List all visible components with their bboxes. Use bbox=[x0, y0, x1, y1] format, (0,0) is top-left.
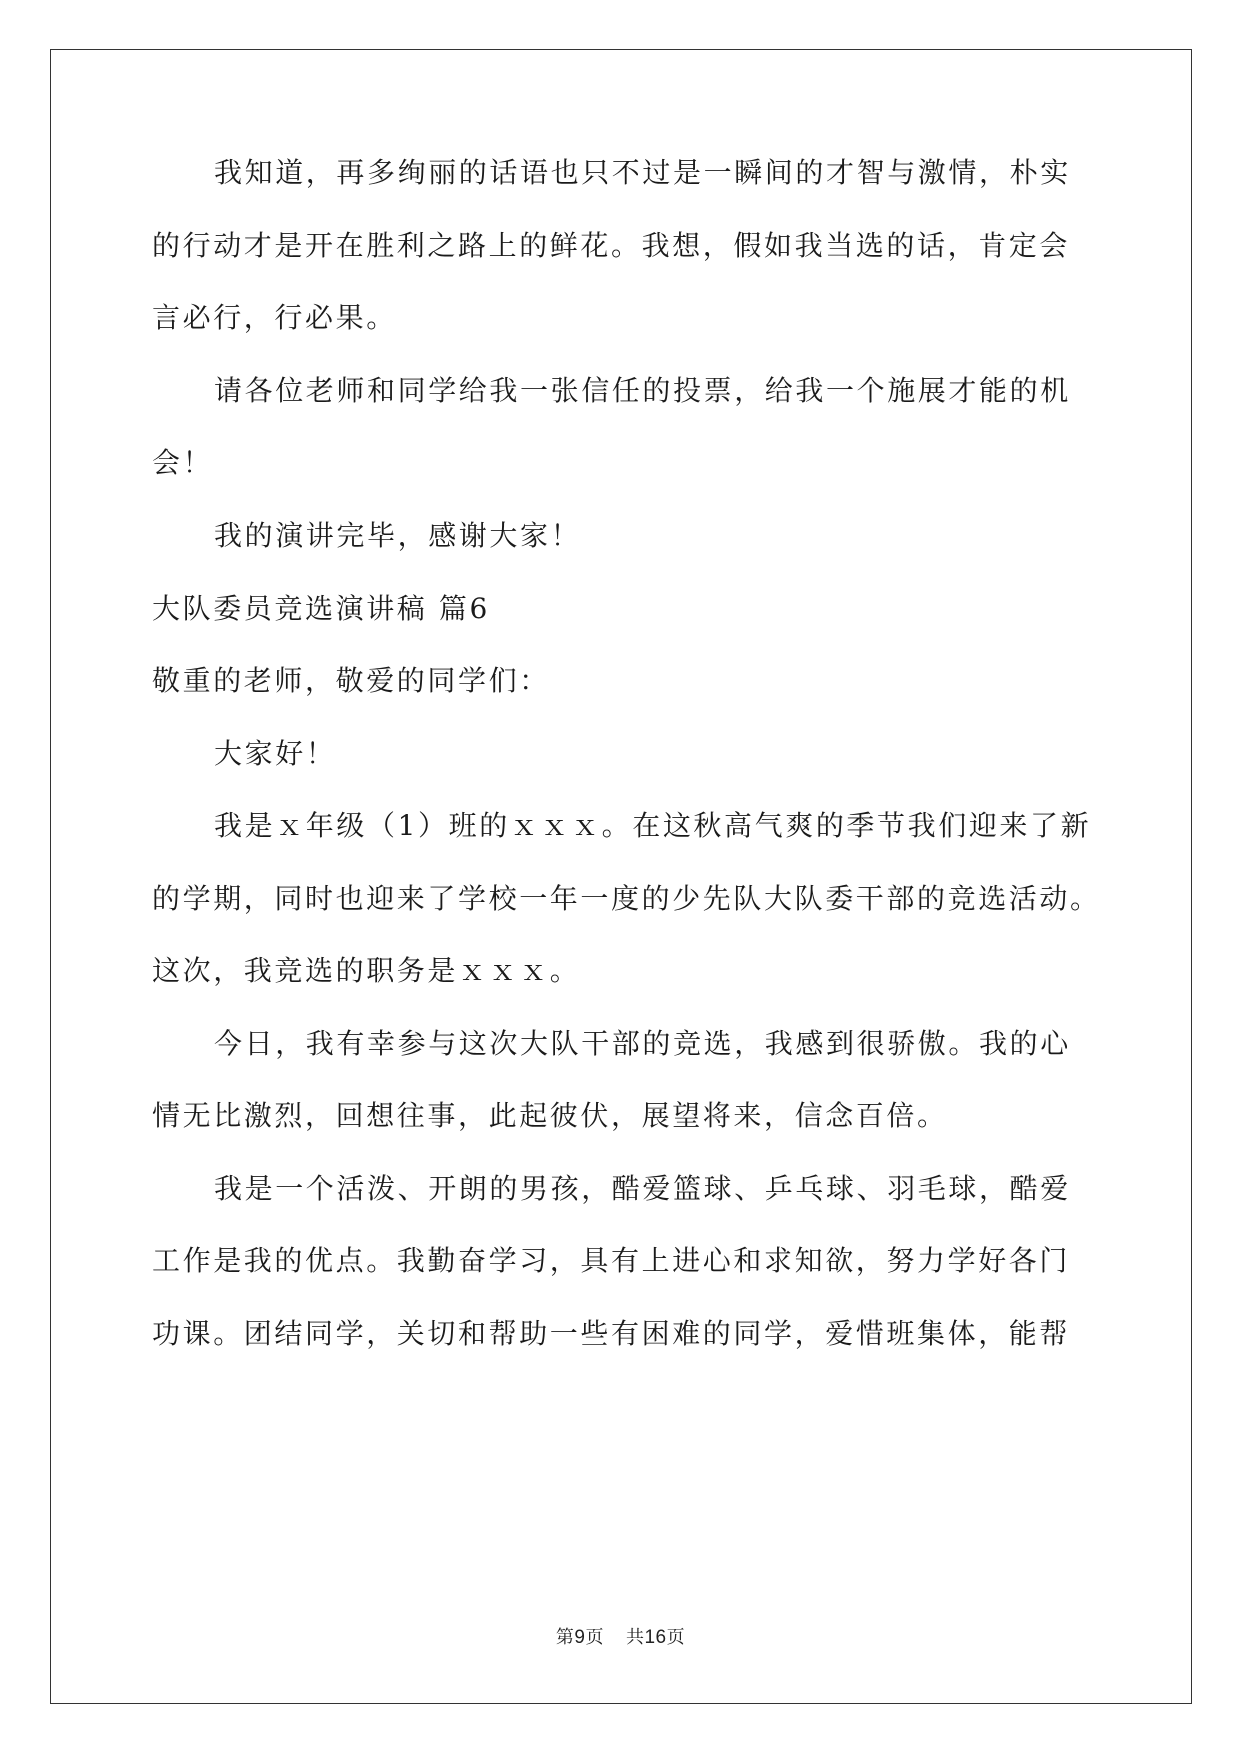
section-heading: 大队委员竞选演讲稿 篇6 bbox=[152, 592, 490, 625]
paragraph-line: 我是一个活泼、开朗的男孩，酷爱篮球、乒乓球、羽毛球，酷爱 bbox=[214, 1172, 1071, 1205]
total-prefix: 共 bbox=[625, 1627, 645, 1648]
paragraph-line: 工作是我的优点。我勤奋学习，具有上进心和求知欲，努力学好各门 bbox=[152, 1244, 1071, 1277]
paragraph-line: 言必行，行必果。 bbox=[152, 301, 397, 334]
paragraph-line: 功课。团结同学，关切和帮助一些有困难的同学，爱惜班集体，能帮 bbox=[152, 1317, 1071, 1350]
page-prefix: 第 bbox=[555, 1627, 575, 1648]
paragraph-line: 我知道，再多绚丽的话语也只不过是一瞬间的才智与激情，朴实 bbox=[214, 156, 1071, 189]
page-footer bbox=[0, 1626, 1241, 1650]
paragraph-line: 今日，我有幸参与这次大队干部的竞选，我感到很骄傲。我的心 bbox=[214, 1027, 1071, 1060]
salutation: 敬重的老师，敬爱的同学们： bbox=[152, 664, 550, 697]
paragraph-line: 的行动才是开在胜利之路上的鲜花。我想，假如我当选的话，肯定会 bbox=[152, 229, 1071, 262]
paragraph-line: 的学期，同时也迎来了学校一年一度的少先队大队委干部的竞选活动。 bbox=[152, 882, 1101, 915]
page-current: 9 bbox=[574, 1627, 586, 1648]
total-suffix: 页 bbox=[666, 1627, 686, 1648]
paragraph-line: 我的演讲完毕，感谢大家！ bbox=[214, 519, 582, 552]
page-suffix: 页 bbox=[585, 1627, 604, 1648]
page-total: 16 bbox=[644, 1627, 667, 1648]
greeting: 大家好！ bbox=[214, 737, 337, 770]
paragraph-line: 请各位老师和同学给我一张信任的投票，给我一个施展才能的机 bbox=[214, 374, 1071, 407]
paragraph-line: 情无比激烈，回想往事，此起彼伏，展望将来，信念百倍。 bbox=[152, 1099, 948, 1132]
paragraph-line: 我是ｘ年级（1）班的ｘｘｘ。在这秋高气爽的季节我们迎来了新 bbox=[214, 809, 1092, 842]
paragraph-line: 这次，我竞选的职务是ｘｘｘ。 bbox=[152, 954, 581, 987]
paragraph-line: 会！ bbox=[152, 446, 214, 479]
